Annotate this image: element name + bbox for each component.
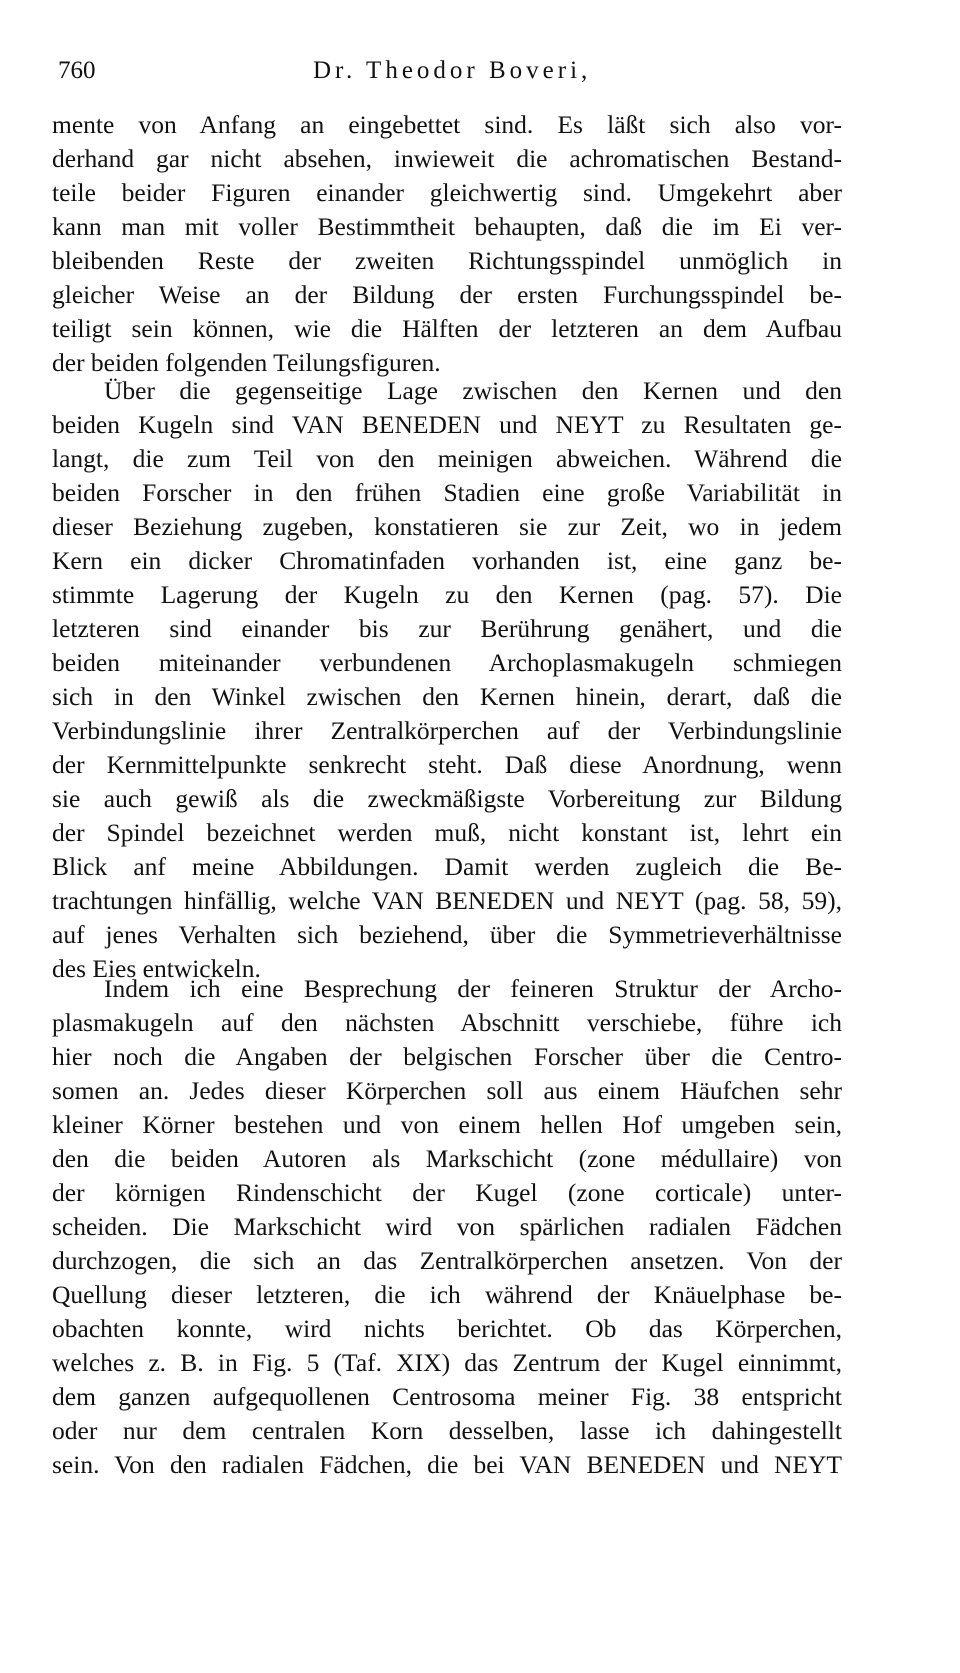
text-line: langt, die zum Teil von den meinigen abweichen. Während die (52, 444, 842, 473)
text-line: somen an. Jedes dieser Körperchen soll aus einem Häufchen sehr (52, 1076, 842, 1105)
text-line: Indem ich eine Besprechung der feineren Struktur der Archo- (104, 974, 842, 1003)
text-line: welches z. B. in Fig. 5 (Taf. XIX) das Zentrum der Kugel einnimmt, (52, 1348, 842, 1377)
paragraph-3 (52, 972, 842, 1482)
text-line: stimmte Lagerung der Kugeln zu den Kernen (pag. 57). Die (52, 580, 842, 609)
running-header (58, 54, 838, 88)
text-line: plasmakugeln auf den nächsten Abschnitt verschiebe, führe ich (52, 1008, 842, 1037)
paragraph-1 (52, 108, 842, 380)
text-line: sein. Von den radialen Fädchen, die bei VAN BENEDEN und NEYT (52, 1450, 842, 1479)
text-line: des Eies entwickeln. (52, 954, 261, 983)
page-number: 760 (58, 57, 96, 84)
text-line: beiden miteinander verbundenen Archoplasmakugeln schmiegen (52, 648, 842, 677)
text-line: Verbindungslinie ihrer Zentralkörperchen auf der Verbindungslinie (52, 716, 842, 745)
text-line: beiden Forscher in den frühen Stadien eine große Variabilität in (52, 478, 842, 507)
text-line: der beiden folgenden Teilungsfiguren. (52, 348, 441, 377)
text-line: sie auch gewiß als die zweckmäßigste Vorbereitung zur Bildung (52, 784, 842, 813)
text-line: oder nur dem centralen Korn desselben, lasse ich dahingestellt (52, 1416, 842, 1445)
text-line: beiden Kugeln sind VAN BENEDEN und NEYT zu Resultaten ge- (52, 410, 842, 439)
text-line: durchzogen, die sich an das Zentralkörperchen ansetzen. Von der (52, 1246, 842, 1275)
text-line: obachten konnte, wird nichts berichtet. Ob das Körperchen, (52, 1314, 842, 1343)
text-line: dem ganzen aufgequollenen Centrosoma meiner Fig. 38 entspricht (52, 1382, 842, 1411)
text-line: auf jenes Verhalten sich beziehend, über die Symmetrieverhältnisse (52, 920, 842, 949)
paragraph-2 (52, 374, 842, 986)
text-line: derhand gar nicht absehen, inwieweit die achromatischen Bestand- (52, 144, 842, 173)
text-line: kann man mit voller Bestimmtheit behaupten, daß die im Ei ver- (52, 212, 842, 241)
text-line: kleiner Körner bestehen und von einem hellen Hof umgeben sein, (52, 1110, 842, 1139)
text-line: Kern ein dicker Chromatinfaden vorhanden ist, eine ganz be- (52, 546, 842, 575)
text-line: der körnigen Rindenschicht der Kugel (zone corticale) unter- (52, 1178, 842, 1207)
text-line: letzteren sind einander bis zur Berührung genähert, und die (52, 614, 842, 643)
text-line: scheiden. Die Markschicht wird von spärlichen radialen Fädchen (52, 1212, 842, 1241)
text-line: den die beiden Autoren als Markschicht (zone médullaire) von (52, 1144, 842, 1173)
text-line: sich in den Winkel zwischen den Kernen hinein, derart, daß die (52, 682, 842, 711)
text-line: Quellung dieser letzteren, die ich während der Knäuelphase be- (52, 1280, 842, 1309)
text-line: dieser Beziehung zugeben, konstatieren sie zur Zeit, wo in jedem (52, 512, 842, 541)
text-line: Blick anf meine Abbildungen. Damit werden zugleich die Be- (52, 852, 842, 881)
text-line: trachtungen hinfällig, welche VAN BENEDEN und NEYT (pag. 58, 59), (52, 886, 842, 915)
text-line: bleibenden Reste der zweiten Richtungsspindel unmöglich in (52, 246, 842, 275)
text-line: teile beider Figuren einander gleichwertig sind. Umgekehrt aber (52, 178, 842, 207)
text-line: der Kernmittelpunkte senkrecht steht. Daß diese Anordnung, wenn (52, 750, 842, 779)
text-line: Über die gegenseitige Lage zwischen den Kernen und den (104, 376, 842, 405)
running-title: Dr. Theodor Boveri, (313, 57, 592, 84)
text-line: gleicher Weise an der Bildung der ersten Furchungsspindel be- (52, 280, 842, 309)
text-line: der Spindel bezeichnet werden muß, nicht konstant ist, lehrt ein (52, 818, 842, 847)
text-line: hier noch die Angaben der belgischen Forscher über die Centro- (52, 1042, 842, 1071)
text-line: teiligt sein können, wie die Hälften der letzteren an dem Aufbau (52, 314, 842, 343)
text-line: mente von Anfang an eingebettet sind. Es läßt sich also vor- (52, 110, 842, 139)
